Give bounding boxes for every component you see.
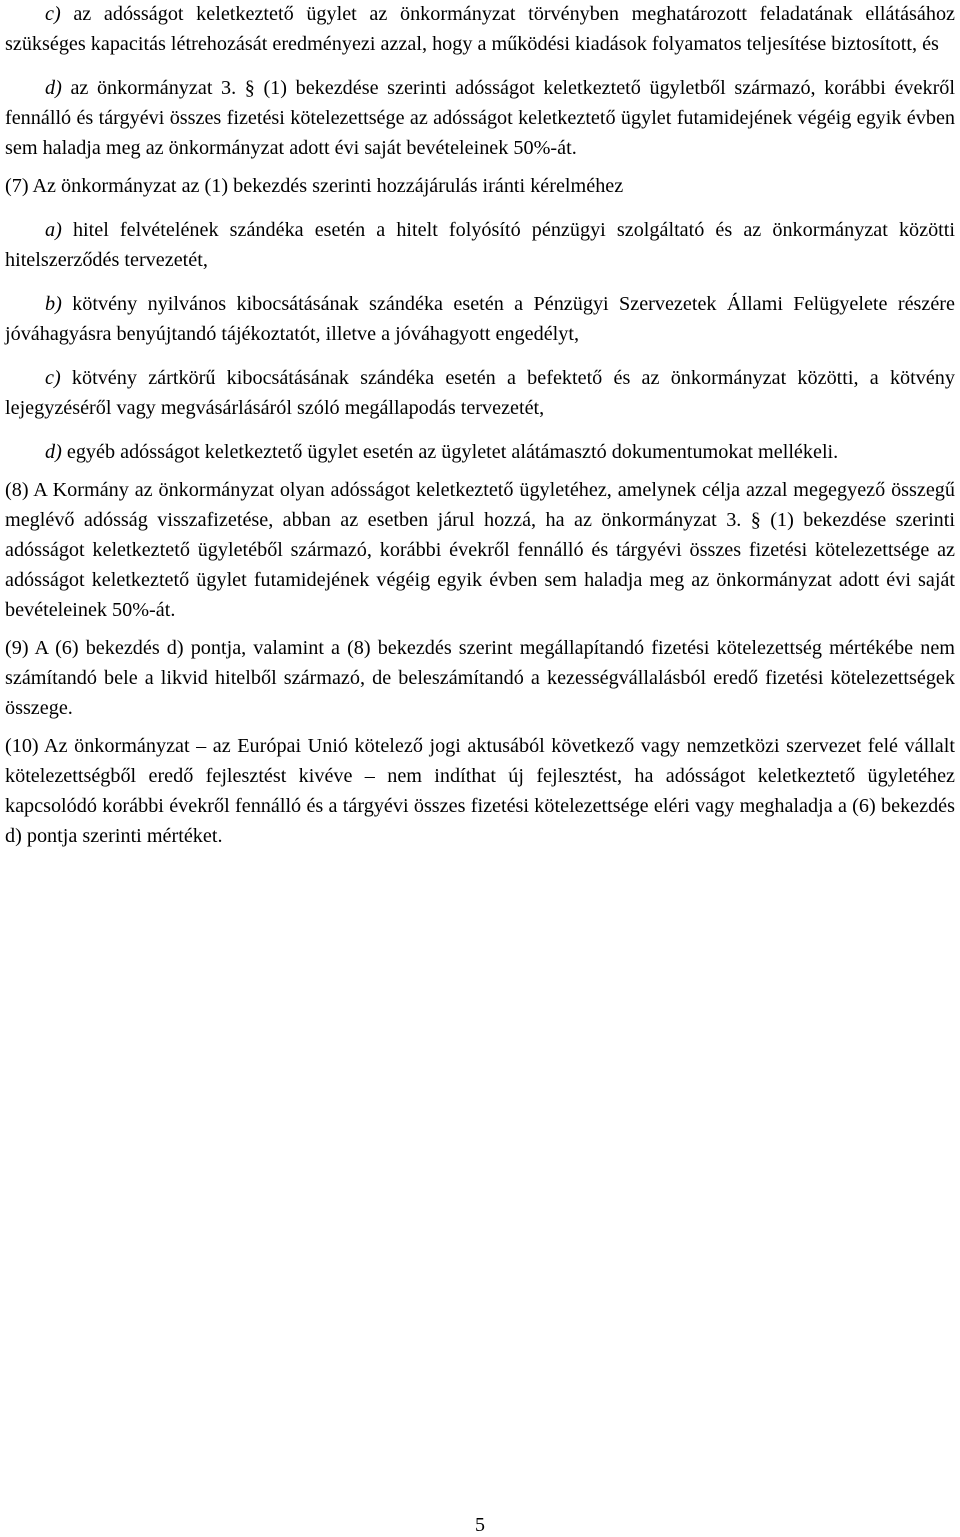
paragraph-10 (5, 731, 955, 851)
document-page (5, 0, 955, 851)
paragraph-text: az önkormányzat 3. § (1) bekezdése szerinti adósságot keletkeztető ügyletből származó, korábbi évekről fennálló és tárgyévi összes fizetési kötelezettsége az adósságot keletkeztető ügylet futamidejének végéig egyik évben sem haladja meg az önkormányzat adott évi saját bevételeinek 50%-át. (5, 77, 955, 159)
paragraph-text: hitel felvételének szándéka esetén a hitelt folyósító pénzügyi szolgáltató és az önkormányzat közötti hitelszerződés tervezetét, (5, 219, 956, 271)
item-marker: c) (45, 3, 61, 25)
page-number: 5 (475, 1514, 485, 1536)
item-marker: c) (45, 367, 61, 389)
item-marker: d) (45, 441, 62, 463)
paragraph-7 (5, 171, 955, 201)
paragraph-text: (10) Az önkormányzat – az Európai Unió kötelező jogi aktusából következő vagy nemzetközi szervezet felé vállalt kötelezettségből eredő fejlesztést kivéve – nem indíthat új fejlesztést, ha adósságot keletkeztető ügyletéhez kapcsolódó korábbi évekről fennálló és a tárgyévi összes fizetési kötelezettsége eléri vagy meghaladja a (6) bekezdés d) pontja szerinti mértéket. (5, 735, 955, 847)
paragraph-6c (5, 0, 955, 59)
paragraph-text: (8) A Kormány az önkormányzat olyan adósságot keletkeztető ügyletéhez, amelynek célja azzal megegyező összegű meglévő adósság visszafizetése, abban az esetben járul hozzá, ha az önkormányzat 3. § (1) bekezdése szerinti adósságot keletkeztető ügyletéből származó, korábbi évekről fennálló és tárgyévi összes fizetési kötelezettsége az adósságot keletkeztető ügylet futamidejének végéig egyik évben sem haladja meg az önkormányzat adott évi saját bevételeinek 50%-át. (5, 479, 955, 621)
item-marker: b) (45, 293, 62, 315)
paragraph-text: (7) Az önkormányzat az (1) bekezdés szerinti hozzájárulás iránti kérelméhez (5, 175, 624, 197)
paragraph-text: (9) A (6) bekezdés d) pontja, valamint a (8) bekezdés szerint megállapítandó fizetési kötelezettség mértékébe nem számítandó bele a likvid hitelből származó, de beleszámítandó a kezességvállalásból eredő fizetési kötelezettségek összege. (5, 637, 955, 719)
paragraph-7c (5, 363, 955, 423)
paragraph-text: kötvény nyilvános kibocsátásának szándéka esetén a Pénzügyi Szervezetek Állami Felügyelete részére jóváhagyásra benyújtandó tájékoztatót, illetve a jóváhagyott engedélyt, (5, 293, 955, 345)
paragraph-9 (5, 633, 955, 723)
item-marker: a) (45, 219, 62, 241)
paragraph-text: kötvény zártkörű kibocsátásának szándéka esetén a befektető és az önkormányzat közötti, a kötvény lejegyzéséről vagy megvásárlásáról szóló megállapodás tervezetét, (5, 367, 955, 419)
paragraph-6d (5, 73, 955, 163)
item-marker: d) (45, 77, 62, 99)
paragraph-7a (5, 215, 955, 275)
paragraph-7d (5, 437, 955, 467)
paragraph-text: egyéb adósságot keletkeztető ügylet esetén az ügyletet alátámasztó dokumentumokat mellékeli. (66, 441, 839, 463)
paragraph-7b (5, 289, 955, 349)
paragraph-text: az adósságot keletkeztető ügylet az önkormányzat törvényben meghatározott feladatának ellátásához szükséges kapacitás létrehozását eredményezi azzal, hogy a működési kiadások folyamatos teljesítése biztosított, és (5, 3, 956, 55)
paragraph-8 (5, 475, 955, 625)
